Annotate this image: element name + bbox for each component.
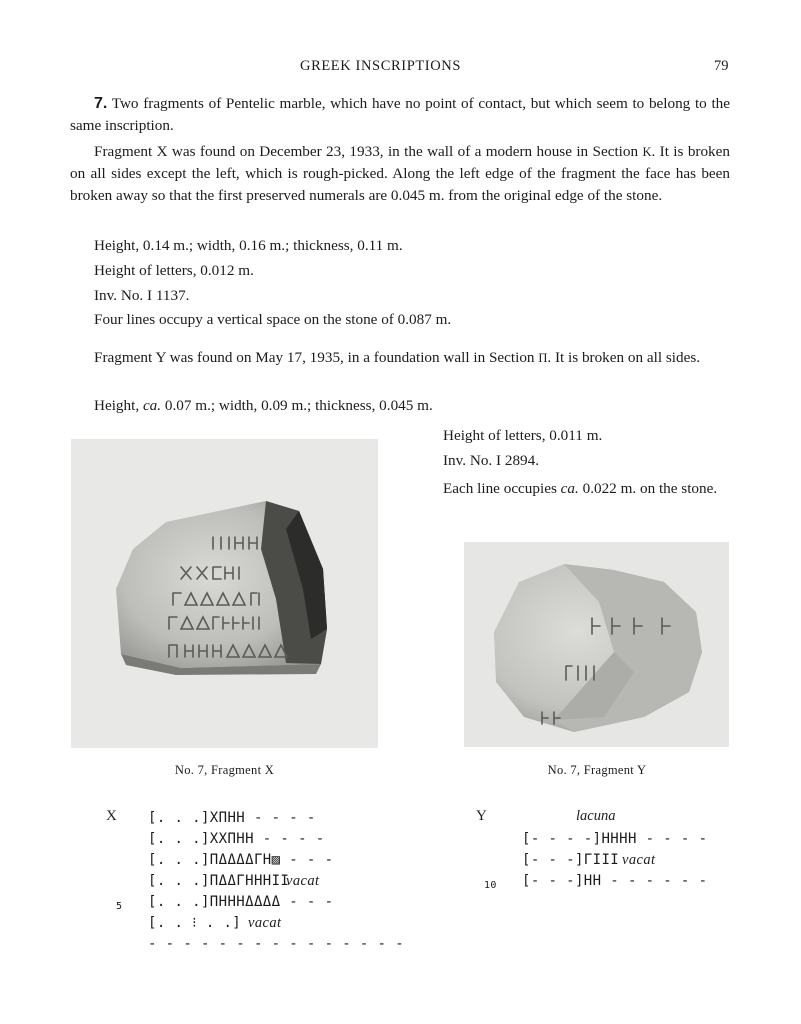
transcription-line <box>114 913 354 934</box>
fragment-y-description <box>70 347 730 369</box>
fragment-y-caption: No. 7, Fragment Y <box>547 763 647 777</box>
entry-intro <box>70 93 730 137</box>
fragment-y-photograph <box>464 542 729 747</box>
fragment-y-dim-ca: ca. <box>142 397 162 414</box>
line-text: [- - -]ΓΙΙΙ <box>522 852 620 868</box>
line-number: 10 <box>484 880 497 891</box>
transcription-y-label: Y <box>476 808 487 824</box>
fragment-x-caption: No. 7, Fragment X <box>174 763 275 777</box>
line-text: [. . .]ΧΠΗΗ - - - - <box>148 810 316 826</box>
fragment-x-section-letter: K <box>642 145 652 159</box>
line-text: [. . .]ΠΗΗΗΔΔΔΔ - - - <box>148 894 334 910</box>
fragment-x-inventory: Inv. No. I 1137. <box>94 287 190 304</box>
fragment-y-spacing-pre: Each line occupies <box>443 480 557 497</box>
entry-intro-text: Two fragments of Pentelic marble, which have no point of contact, but which seem to belong to the same inscription. <box>70 95 730 134</box>
page-number: 79 <box>714 58 729 74</box>
transcription-line <box>114 850 354 871</box>
transcription-line <box>480 871 720 892</box>
fragment-x-description <box>70 141 730 207</box>
line-text: [. . .]ΠΔΔΓΗΗΗΙΙ <box>148 873 290 889</box>
fragment-x-stone-image <box>71 439 378 748</box>
transcription-line <box>114 829 354 850</box>
fragment-y-condition-text: . It is broken on all sides. <box>547 349 701 366</box>
line-text: [- - -]ΗΗ - - - - - - <box>522 873 708 889</box>
fragment-y-spacing-ca: ca. <box>560 480 579 497</box>
transcription-line <box>480 829 720 850</box>
fragment-y-dimensions <box>94 395 433 417</box>
fragment-y-section-letter: Π <box>538 351 548 365</box>
fragment-x-line-spacing: Four lines occupy a vertical space on the stone of 0.087 m. <box>94 311 452 328</box>
fragment-y-inventory: Inv. No. I 2894. <box>443 452 540 469</box>
line-text: [. . ⁝ . .] <box>148 915 242 931</box>
transcription-y <box>480 829 720 892</box>
fragment-y-dim-post: 0.07 m.; width, 0.09 m.; thickness, 0.045 m. <box>164 397 433 414</box>
line-number: 5 <box>116 901 123 912</box>
fragment-x-letter-height: Height of letters, 0.012 m. <box>94 262 254 279</box>
transcription-x-label: X <box>106 808 117 824</box>
line-text: [. . .]ΧΧΠΗΗ - - - - <box>148 831 325 847</box>
transcription-y-lacuna: lacuna <box>576 808 616 824</box>
fragment-y-spacing-post: 0.022 m. on the stone. <box>582 480 718 497</box>
line-text: [- - - -]ΗΗΗΗ - - - - <box>522 831 708 847</box>
vacat-note: vacat <box>622 852 656 868</box>
fragment-y-letter-height: Height of letters, 0.011 m. <box>443 427 603 444</box>
transcription-line <box>114 808 354 829</box>
fragment-x-dimensions: Height, 0.14 m.; width, 0.16 m.; thickness, 0.11 m. <box>94 237 403 254</box>
fragment-y-dim-pre: Height, <box>94 397 140 414</box>
running-head-title: GREEK INSCRIPTIONS <box>300 58 462 74</box>
line-text: [. . .]ΠΔΔΔΔΓΗ▨ - - - <box>148 852 334 868</box>
vacat-note: vacat <box>248 915 282 931</box>
entry-number: 7. <box>94 95 108 112</box>
running-head <box>0 58 801 78</box>
transcription-x <box>114 808 405 955</box>
transcription-line <box>480 850 720 871</box>
fragment-y-line-spacing <box>419 478 730 500</box>
fragment-x-find-text: Fragment X was found on December 23, 1933, in the wall of a modern house in Section <box>94 143 639 160</box>
vacat-note: vacat <box>286 873 320 889</box>
trailer-dashes: - - - - - - - - - - - - - - - <box>148 936 405 952</box>
transcription-line <box>114 871 354 892</box>
fragment-y-find-text: Fragment Y was found on May 17, 1935, in a foundation wall in Section <box>94 349 535 366</box>
fragment-x-photograph <box>71 439 378 748</box>
fragment-x-condition-text: . It is broken on all sides except the left, which is rough-picked. Along the left edge of the fragment the face has been broken away so that the first preserved numerals are 0.045 m. from the original edge of the stone. <box>70 143 730 204</box>
fragment-y-stone-image <box>464 542 729 747</box>
transcription-trailer <box>114 934 405 955</box>
transcription-line <box>114 892 354 913</box>
